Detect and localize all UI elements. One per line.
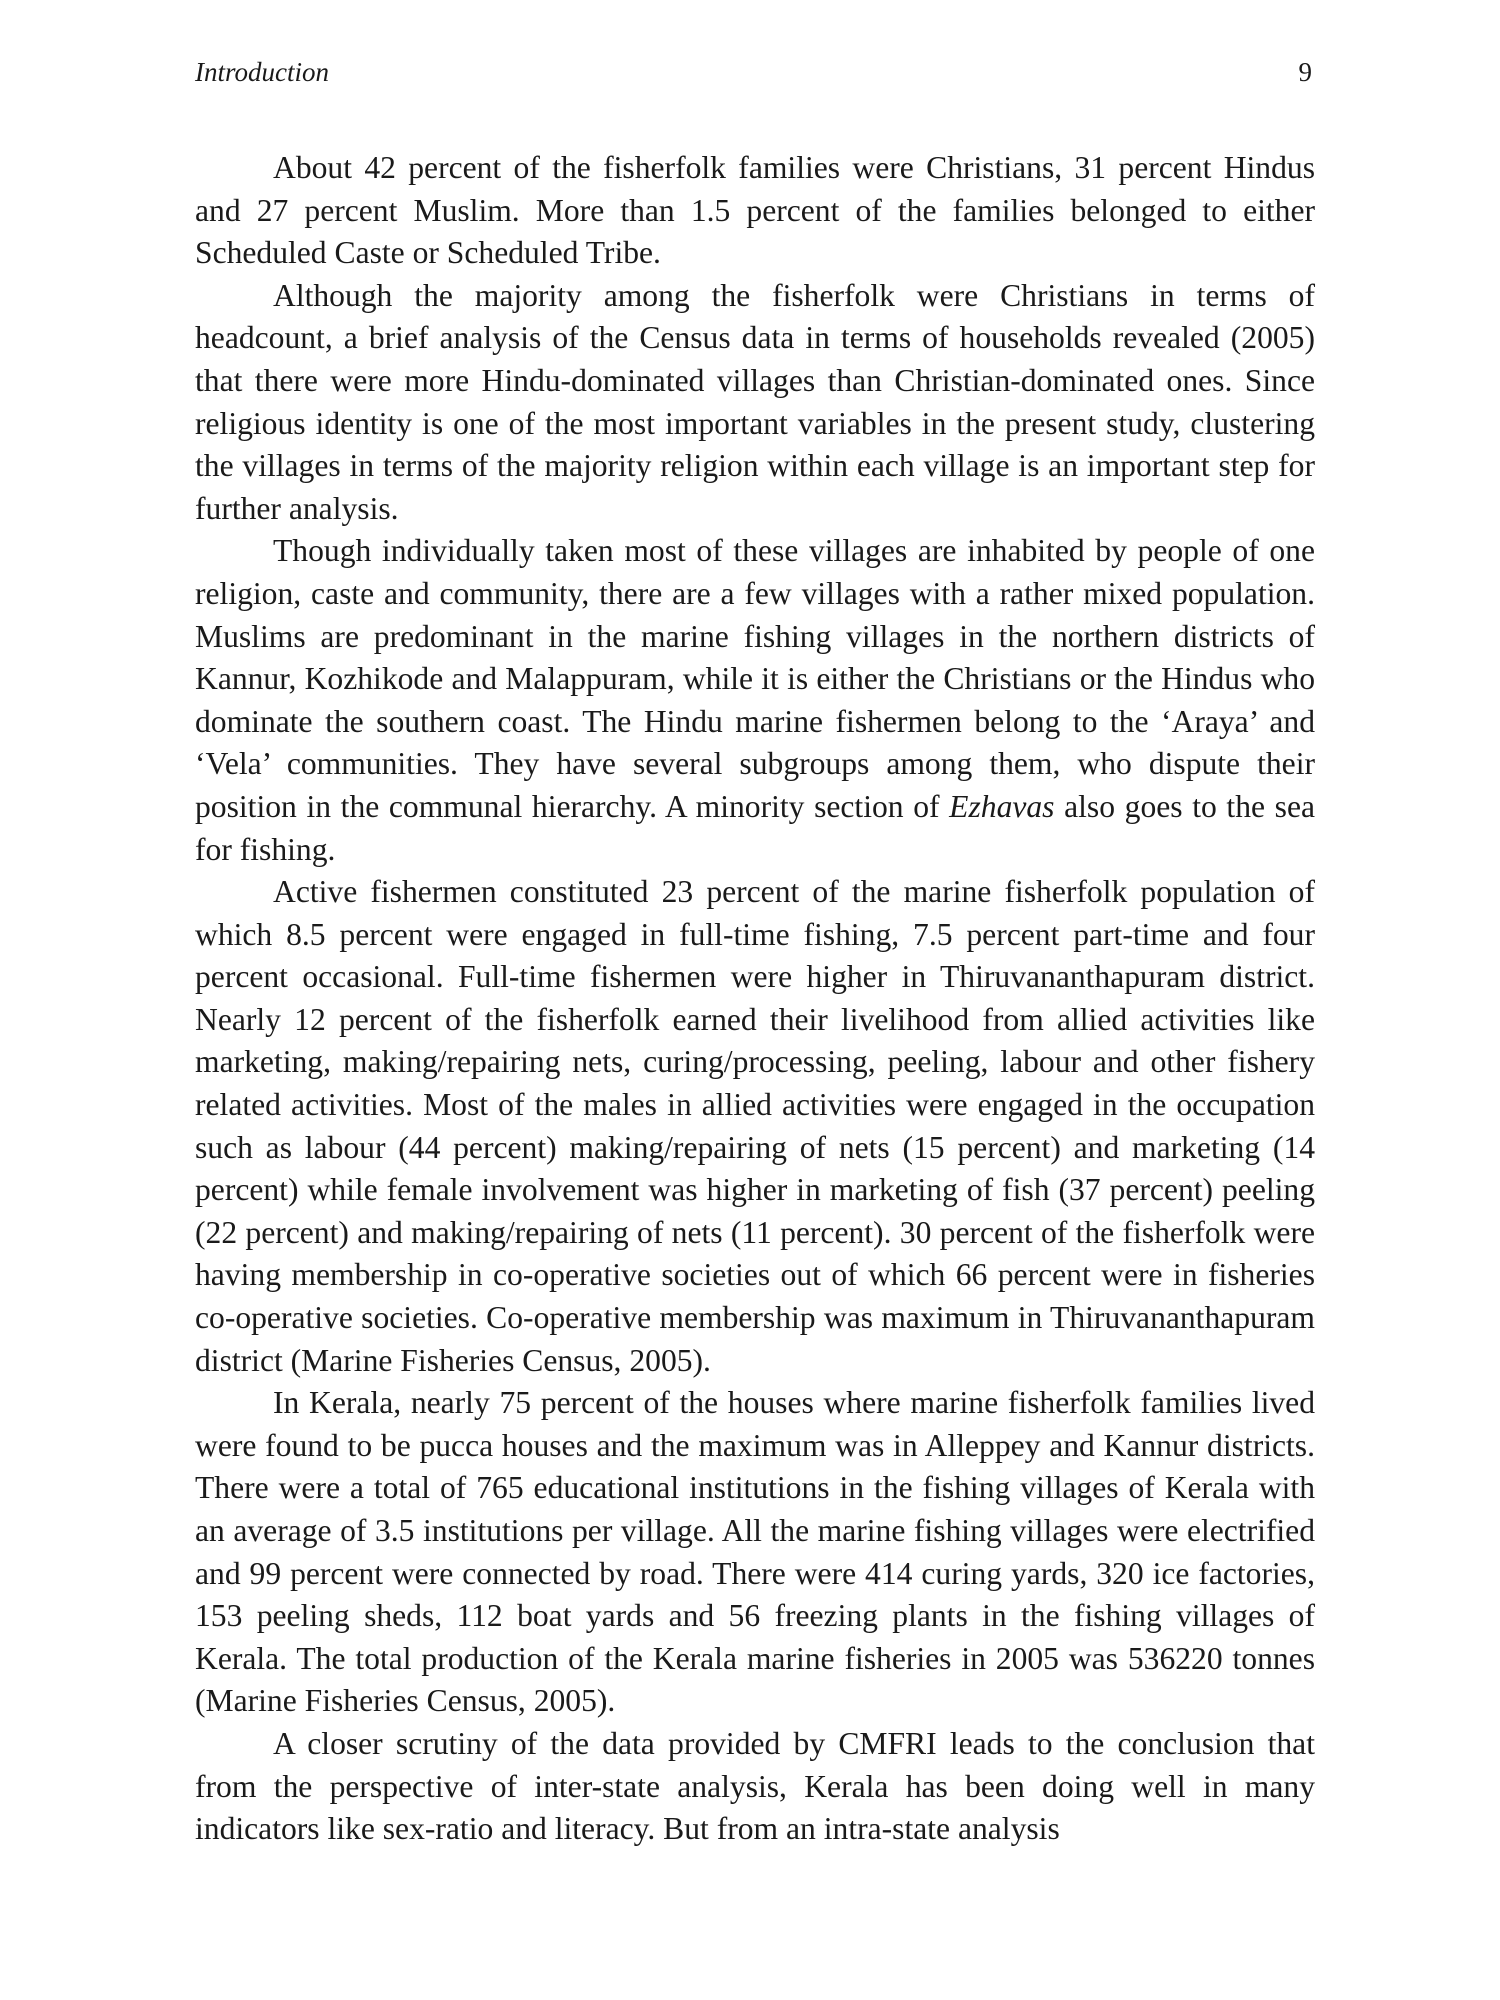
paragraph-active-fishermen: Active fishermen constituted 23 percent of the marine fisherfolk population of which 8.5 percent were engaged in full-time fishing, 7.5 percent part-time and four percent occasional. Full-time fishermen were higher in Thiruvananthapuram district. Nearly 12 percent of the fisherfolk earned their livelihood from allied activities like marketing, making/repairing nets, curing/processing, peeling, labour and other fishery related activities. Most of the males in allied activities were engaged in the occupation such as labour (44 percent) making/repairing of nets (15 percent) and marketing (14 percent) while female involvement was higher in marketing of fish (37 percent) peeling (22 percent) and making/repairing of nets (11 percent). 30 percent of the fisherfolk were having membership in co-operative societies out of which 66 percent were in fisheries co-operative societies. Co-operative membership was maximum in Thiruvananthapuram district (Marine Fisheries Census, 2005).: [195, 874, 1315, 1378]
page-number: 9: [1298, 57, 1312, 87]
paragraph-infrastructure: In Kerala, nearly 75 percent of the houses where marine fisherfolk families lived were found to be pucca houses and the maximum was in Alleppey and Kannur districts. There were a total of 765 educational institutions in the fishing villages of Kerala with an average of 3.5 institutions per village. All the marine fishing villages were electrified and 99 percent were connected by road. There were 414 curing yards, 320 ice factories, 153 peeling sheds, 112 boat yards and 56 freezing plants in the fishing villages of Kerala. The total production of the Kerala marine fisheries in 2005 was 536220 tonnes (Marine Fisheries Census, 2005).: [195, 1385, 1315, 1719]
italic-term: Ezhavas: [949, 788, 1055, 824]
running-head: Introduction: [195, 57, 329, 87]
paragraph-religion-share: About 42 percent of the fisherfolk families were Christians, 31 percent Hindus and 27 percent Muslim. More than 1.5 percent of the families belonged to either Scheduled Caste or Scheduled Tribe.: [195, 150, 1315, 271]
body-text: [195, 147, 1315, 1851]
paragraph-text: Though individually taken most of these villages are inhabited by people of one religion, caste and community, there are a few villages with a rather mixed population. Muslims are predominant in the marine fishing villages in the northern districts of Kannur, Kozhikode and Malappuram, while it is either the Christians or the Hindus who dominate the southern coast. The Hindu marine fishermen belong to the ‘Araya’ and ‘Vela’ communities. They have several subgroups among them, who dispute their position in the communal hierarchy. A minority section of: [195, 533, 1315, 824]
paragraph-village-clustering: Although the majority among the fisherfolk were Christians in terms of headcount, a brief analysis of the Census data in terms of households revealed (2005) that there were more Hindu-dominated villages than Christian-dominated ones. Since religious identity is one of the most important variables in the present study, clustering the villages in terms of the majority religion within each village is an important step for further analysis.: [195, 277, 1315, 526]
paragraph-cmfri-scrutiny: A closer scrutiny of the data provided by CMFRI leads to the conclusion that from the perspective of inter-state analysis, Kerala has been doing well in many indicators like sex-ratio and literacy. But from an intra-state analysis: [195, 1725, 1315, 1847]
paragraph-text: also goes to the sea for fishing.: [195, 788, 1315, 867]
paragraph-community-distribution: [195, 530, 1315, 871]
